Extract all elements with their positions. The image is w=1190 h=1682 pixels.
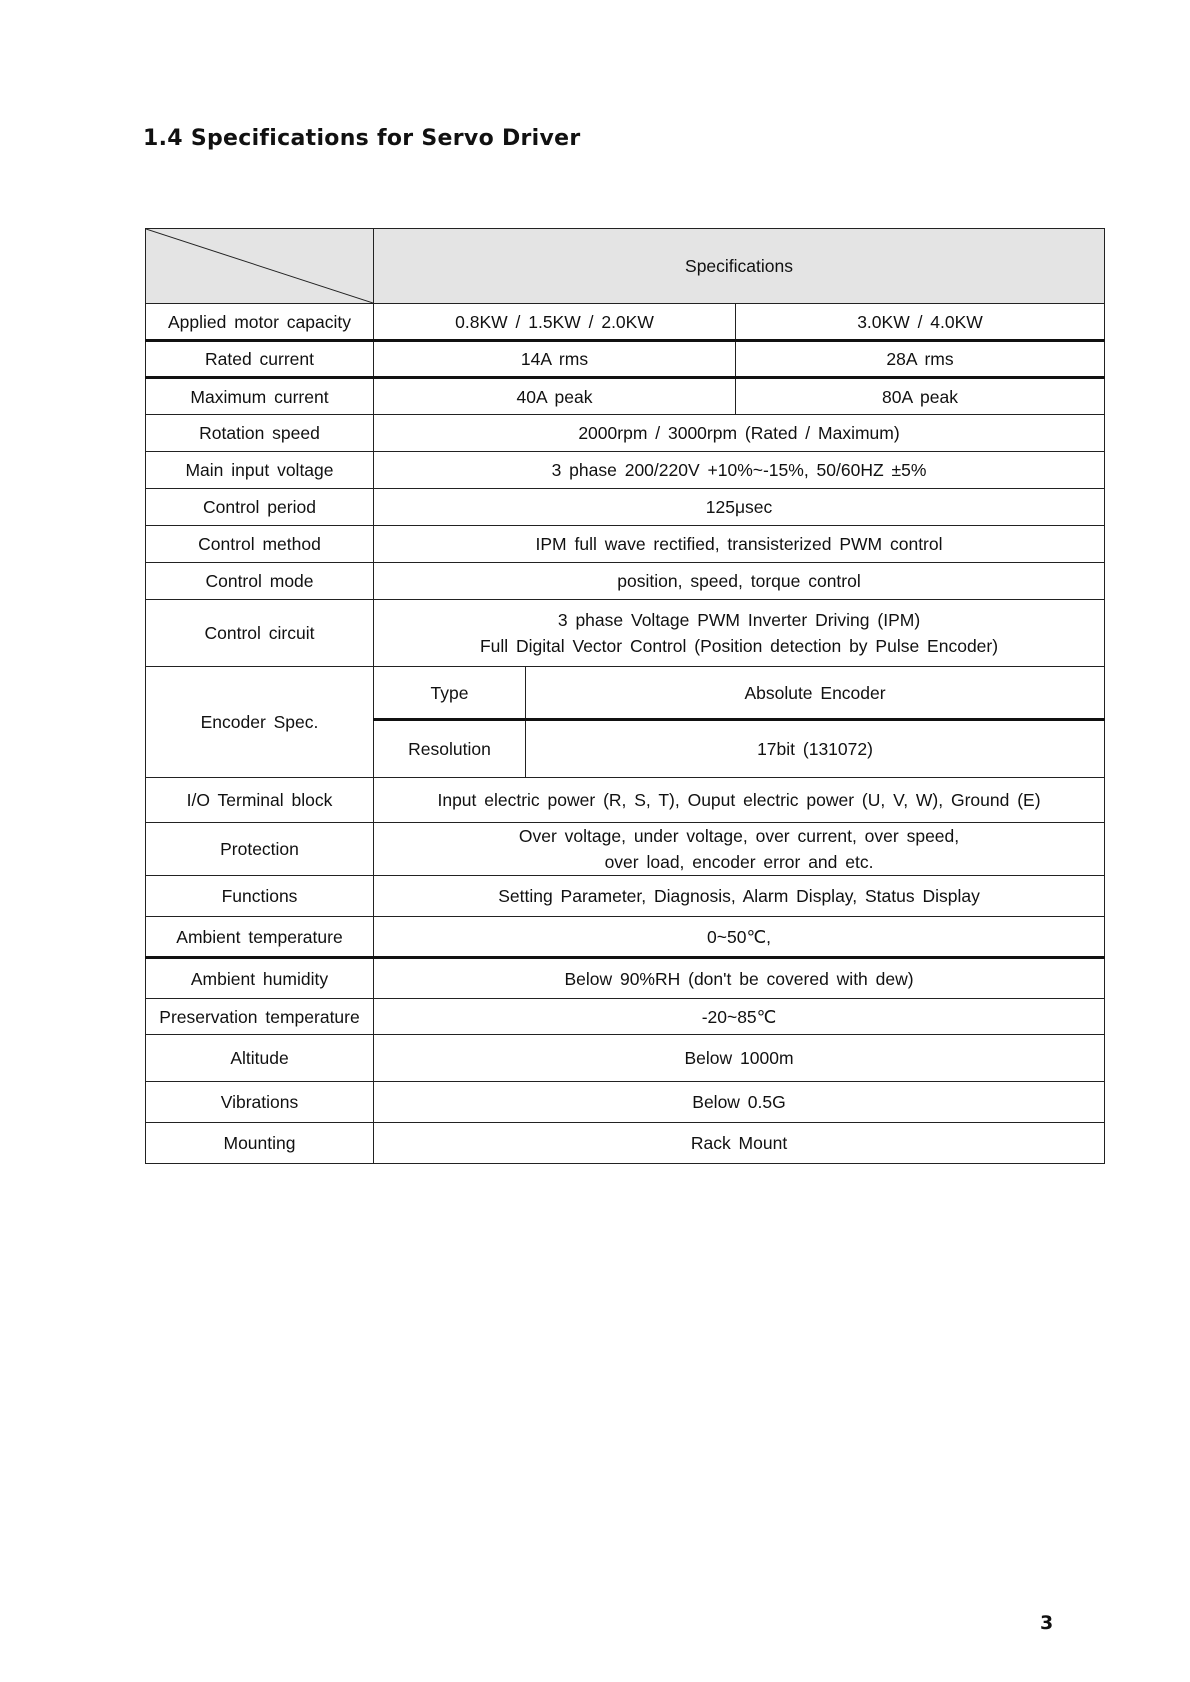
table-row [146, 526, 1105, 563]
row-value: 28A rms [736, 341, 1105, 378]
row-value: 2000rpm / 3000rpm (Rated / Maximum) [374, 415, 1105, 452]
diagonal-divider [146, 229, 373, 303]
row-label: I/O Terminal block [146, 778, 374, 823]
table-row [146, 823, 1105, 876]
row-value-line: Full Digital Vector Control (Position detection by Pulse Encoder) [479, 636, 999, 656]
specifications-header: Specifications [374, 229, 1105, 304]
row-label: Rated current [146, 341, 374, 378]
row-value [374, 823, 1105, 876]
row-value: -20~85℃ [374, 999, 1105, 1035]
table-row [146, 452, 1105, 489]
row-value: 40A peak [374, 378, 736, 415]
row-label: Protection [146, 823, 374, 876]
row-value [374, 600, 1105, 667]
table-row [146, 341, 1105, 378]
row-value: Below 0.5G [374, 1082, 1105, 1123]
row-label: Maximum current [146, 378, 374, 415]
row-label: Rotation speed [146, 415, 374, 452]
table-row [146, 876, 1105, 917]
table-row [146, 600, 1105, 667]
row-label: Main input voltage [146, 452, 374, 489]
row-label: Preservation temperature [146, 999, 374, 1035]
row-value: Absolute Encoder [526, 667, 1105, 720]
table-row [146, 1035, 1105, 1082]
row-value: 3 phase 200/220V +10%~-15%, 50/60HZ ±5% [374, 452, 1105, 489]
row-label: Altitude [146, 1035, 374, 1082]
table-row [146, 1082, 1105, 1123]
row-value: 14A rms [374, 341, 736, 378]
table-row [146, 489, 1105, 526]
row-value: Below 90%RH (don't be covered with dew) [374, 958, 1105, 999]
row-label: Control method [146, 526, 374, 563]
table-row [146, 415, 1105, 452]
row-value-line: 3 phase Voltage PWM Inverter Driving (IPM) [557, 610, 921, 630]
row-label: Control mode [146, 563, 374, 600]
row-value: 80A peak [736, 378, 1105, 415]
table-header-row [146, 229, 1105, 304]
row-value: position, speed, torque control [374, 563, 1105, 600]
row-label: Vibrations [146, 1082, 374, 1123]
table-row [146, 378, 1105, 415]
encoder-sub-label: Type [374, 667, 526, 720]
row-label: Ambient humidity [146, 958, 374, 999]
row-value: 125μsec [374, 489, 1105, 526]
row-value: Below 1000m [374, 1035, 1105, 1082]
table-row [146, 667, 1105, 720]
row-label: Ambient temperature [146, 917, 374, 958]
row-value: IPM full wave rectified, transisterized PWM control [374, 526, 1105, 563]
row-value-line: over load, encoder error and etc. [604, 852, 874, 872]
row-label: Encoder Spec. [146, 667, 374, 778]
servo-spec-table [145, 228, 1105, 1164]
row-label: Control circuit [146, 600, 374, 667]
table-row [146, 563, 1105, 600]
row-value: 0~50℃, [374, 917, 1105, 958]
row-value: 17bit (131072) [526, 720, 1105, 778]
row-value: Setting Parameter, Diagnosis, Alarm Display, Status Display [374, 876, 1105, 917]
row-value: Input electric power (R, S, T), Ouput electric power (U, V, W), Ground (E) [374, 778, 1105, 823]
table-row [146, 999, 1105, 1035]
row-value: Rack Mount [374, 1123, 1105, 1164]
row-value: 3.0KW / 4.0KW [736, 304, 1105, 341]
page-heading: 1.4 Specifications for Servo Driver [143, 126, 581, 151]
row-label: Control period [146, 489, 374, 526]
row-value: 0.8KW / 1.5KW / 2.0KW [374, 304, 736, 341]
table-row [146, 304, 1105, 341]
row-label: Applied motor capacity [146, 304, 374, 341]
page-number: 3 [1040, 1612, 1054, 1634]
table-row [146, 958, 1105, 999]
table-row [146, 778, 1105, 823]
encoder-sub-label: Resolution [374, 720, 526, 778]
row-label: Mounting [146, 1123, 374, 1164]
header-corner-cell [146, 229, 374, 304]
row-value-line: Over voltage, under voltage, over current, over speed, [518, 826, 960, 846]
table-row [146, 917, 1105, 958]
row-label: Functions [146, 876, 374, 917]
table-row [146, 1123, 1105, 1164]
